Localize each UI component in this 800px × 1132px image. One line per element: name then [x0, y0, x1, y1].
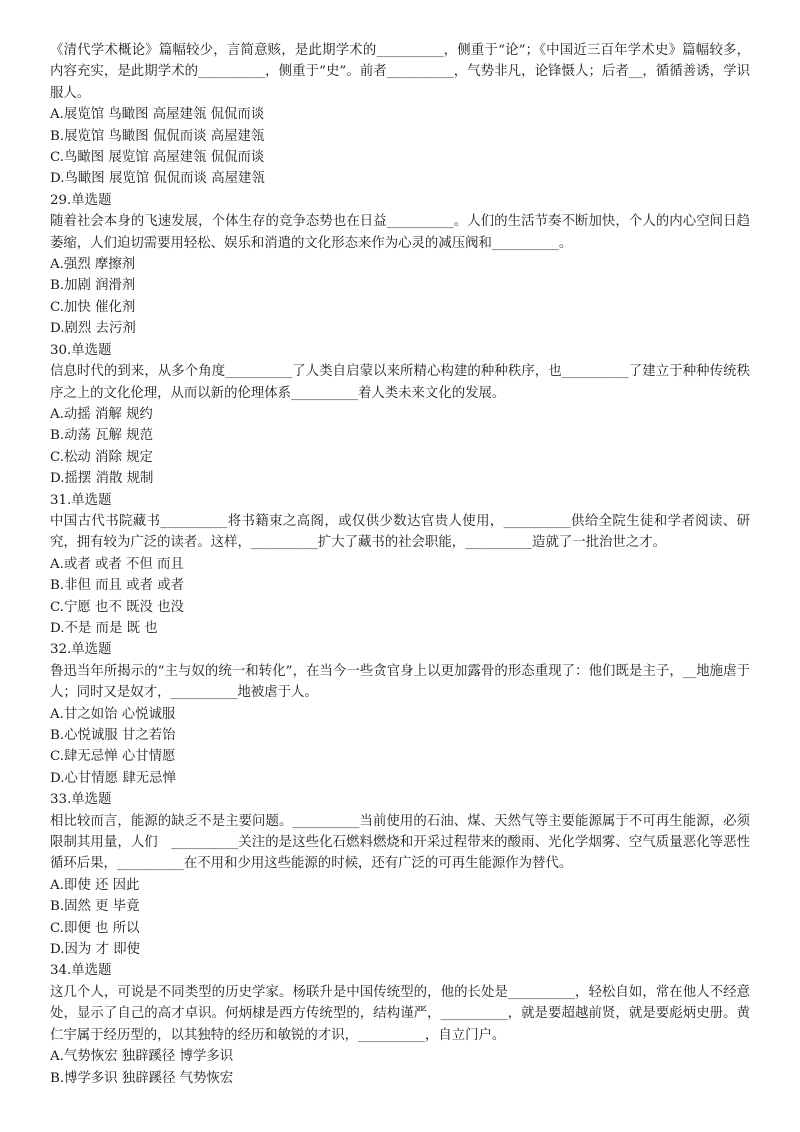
option-a: A.强烈 摩擦剂	[50, 257, 136, 273]
question-number: 29.单选题	[50, 192, 112, 208]
option-b: B.加剧 润滑剂	[50, 278, 136, 294]
question-stem: 中国古代书院藏书__________将书籍束之高阁，或仅供少数达官贵人使用，__________供给全院生徒和学者阅读、研究，拥有较为广泛的读者。这样，__________扩大了藏书的社会职能，__________造就了一批治世之才。	[50, 513, 750, 551]
question-number: 34.单选题	[50, 963, 112, 979]
question-number: 32.单选题	[50, 642, 112, 658]
question-stem: 《清代学术概论》篇幅较少，言简意赅，是此期学术的__________，侧重于“论”；《中国近三百年学术史》篇幅较多，内容充实，是此期学术的__________，侧重于“史”。前者__________，气势非凡，论锋慑人；后者__，循循善诱，学识服人。	[50, 43, 750, 101]
option-c: C.加快 催化剂	[50, 299, 136, 315]
option-d: D.不是 而是 既 也	[50, 620, 158, 636]
option-a: A.即使 还 因此	[50, 877, 140, 893]
question-28-block	[50, 40, 750, 190]
option-d: D.因为 才 即使	[50, 942, 140, 958]
option-a: A.气势恢宏 独辟蹊径 博学多识	[50, 1049, 234, 1065]
option-a: A.甘之如饴 心悦诚服	[50, 706, 176, 722]
question-29-block	[50, 190, 750, 340]
option-a: A.动摇 消解 规约	[50, 406, 153, 422]
option-d: D.摇摆 消散 规制	[50, 471, 154, 487]
option-a: A.或者 或者 不但 而且	[50, 556, 184, 572]
question-stem: 鲁迅当年所揭示的“主与奴的统一和转化”，在当今一些贪官身上以更加露骨的形态重现了：他们既是主子，__地施虐于人；同时又是奴才，__________地被虐于人。	[50, 663, 750, 701]
question-stem: 信息时代的到来，从多个角度__________了人类自启蒙以来所精心构建的种种秩序，也__________了建立于种种传统秩序之上的文化伦理，从而以新的伦理体系__________着人类未来文化的发展。	[50, 364, 750, 401]
option-b: B.博学多识 独辟蹊径 气势恢宏	[50, 1070, 234, 1086]
option-b: B.动荡 瓦解 规范	[50, 428, 153, 444]
question-31-block	[50, 490, 750, 640]
option-c: C.宁愿 也不 既没 也没	[50, 599, 184, 615]
option-b: B.心悦诚服 甘之若饴	[50, 728, 176, 743]
option-c: C.肆无忌惮 心甘情愿	[50, 749, 176, 765]
option-c: C.鸟瞰图 展览馆 高屋建瓴 侃侃而谈	[50, 150, 265, 166]
option-d: D.心甘情愿 肆无忌惮	[50, 770, 176, 786]
question-32-block	[50, 639, 750, 789]
question-number: 33.单选题	[50, 792, 112, 808]
option-a: A.展览馆 鸟瞰图 高屋建瓴 侃侃而谈	[50, 107, 265, 123]
question-stem: 这几个人，可说是不同类型的历史学家。杨联升是中国传统型的，他的长处是__________，轻松自如，常在他人不经意处，显示了自己的高才卓识。何炳棣是西方传统型的，结构谨严，__________，就是要超越前贤，就是要彪炳史册。黄仁宇属于经历型的，以其独特的经历和敏锐的才识，__________，自立门户。	[50, 984, 750, 1043]
option-b: B.非但 而且 或者 或者	[50, 578, 184, 594]
option-c: C.松动 消除 规定	[50, 449, 153, 465]
option-c: C.即便 也 所以	[50, 920, 140, 936]
question-stem: 相比较而言，能源的缺乏不是主要问题。__________当前使用的石油、煤、天然气等主要能源属于不可再生能源，必须限制其用量，人们 __________关注的是这些化石燃料燃烧和开采过程带来的酸雨、光化学烟雾、空气质量恶化等恶性循环后果，__________在不用和少用这些能源的时候，还有广泛的可再生能源作为替代。	[50, 813, 750, 872]
question-stem: 随着社会本身的飞速发展，个体生存的竞争态势也在日益__________。人们的生活节奏不断加快，个人的内心空间日趋萎缩，人们迫切需要用轻松、娱乐和消遣的文化形态来作为心灵的减压阀和__________。	[50, 214, 750, 251]
option-b: B.固然 更 毕竟	[50, 899, 140, 915]
question-34-block	[50, 960, 750, 1088]
option-d: D.剧烈 去污剂	[50, 321, 136, 337]
question-number: 31.单选题	[50, 492, 112, 508]
option-b: B.展览馆 鸟瞰图 侃侃而谈 高屋建瓴	[50, 128, 265, 144]
question-33-block	[50, 789, 750, 960]
question-number: 30.单选题	[50, 342, 112, 358]
option-d: D.鸟瞰图 展览馆 侃侃而谈 高屋建瓴	[50, 171, 265, 187]
question-30-block	[50, 340, 750, 490]
